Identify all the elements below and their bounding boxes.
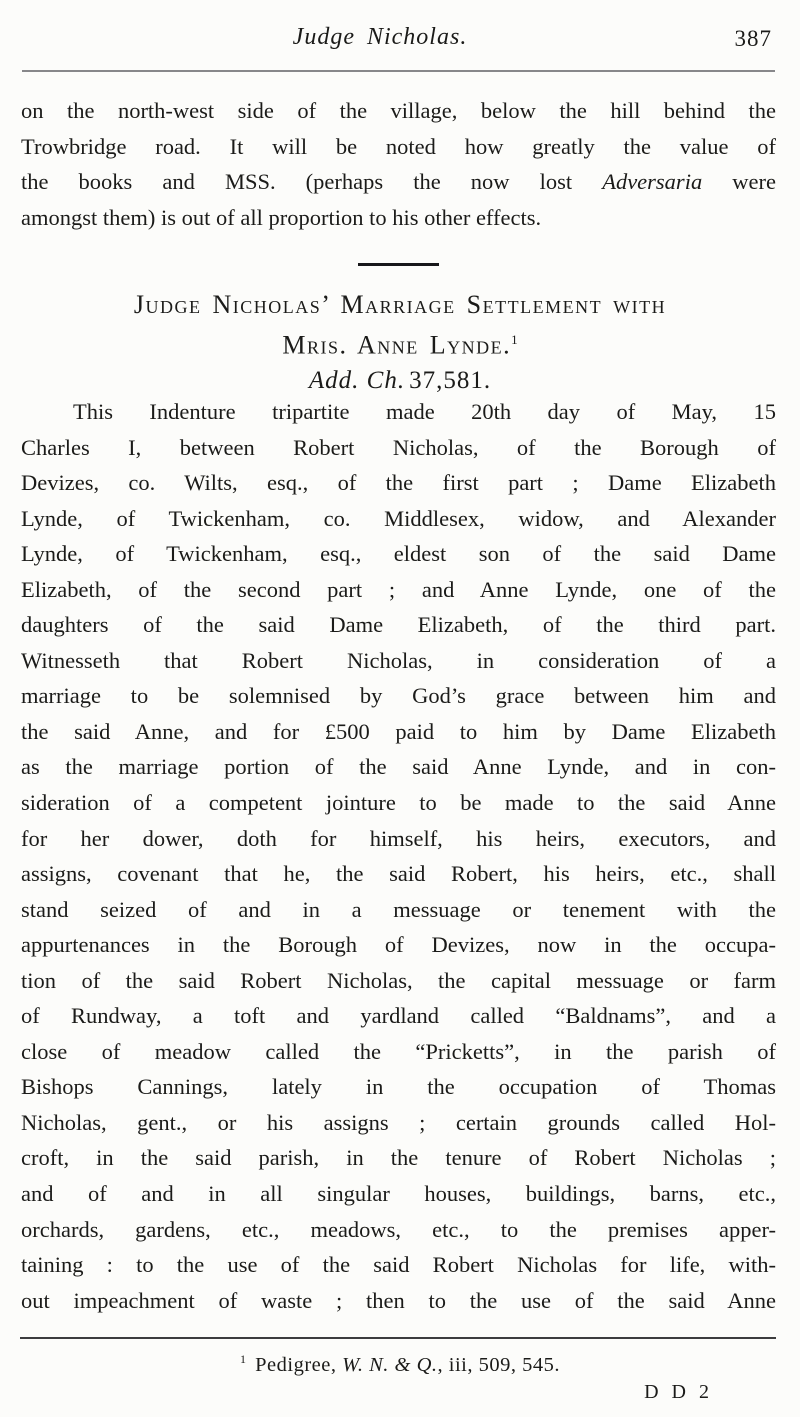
text-line: tion of the said Robert Nicholas, the capital messuage or farm	[21, 967, 776, 993]
text-line: croft, in the said parish, in the tenure of Robert Nicholas ;	[21, 1145, 776, 1171]
text-line: of Rundway, a toft and yardland called “Baldnams”, and a	[21, 1003, 776, 1029]
text-line: marriage to be solemnised by God’s grace between him and	[21, 683, 776, 709]
footnote-text-post: , iii, 509, 545.	[437, 1353, 560, 1376]
text-line: appurtenances in the Borough of Devizes, now in the occupa-	[21, 932, 776, 958]
footnote-text-pre: Pedigree,	[249, 1353, 343, 1376]
text-line: Elizabeth, of the second part ; and Anne Lynde, one of the	[21, 576, 776, 602]
footnote-journal-title: W. N. & Q.	[342, 1353, 438, 1376]
text-line: as the marriage portion of the said Anne Lynde, and in con-	[21, 754, 776, 780]
text-line: This Indenture tripartite made 20th day of May, 15	[73, 399, 776, 424]
text-line: taining : to the use of the said Robert Nicholas for life, with-	[21, 1252, 776, 1278]
text-segment: were	[702, 169, 776, 195]
text-line: Witnesseth that Robert Nicholas, in consideration of a	[21, 647, 776, 673]
indenture-paragraph	[21, 394, 776, 1318]
text-line: amongst them) is out of all proportion to his other effects.	[21, 204, 542, 230]
text-line: Bishops Cannings, lately in the occupation of Thomas	[21, 1074, 776, 1100]
italic-title: Adversaria	[602, 169, 703, 195]
signature-mark: D D 2	[644, 1381, 713, 1403]
section-divider-rule	[358, 263, 439, 266]
text-line: the said Anne, and for £500 paid to him by Dame Elizabeth	[21, 718, 776, 744]
text-line	[21, 164, 776, 200]
source-citation-number: 37,581.	[409, 366, 492, 394]
intro-paragraph	[21, 93, 776, 235]
section-title-line-2	[0, 322, 800, 363]
text-line: close of meadow called the “Pricketts”, in the parish of	[21, 1038, 776, 1064]
page-number: 387	[734, 26, 772, 51]
text-line: Charles I, between Robert Nicholas, of the Borough of	[21, 434, 776, 460]
text-line: daughters of the said Dame Elizabeth, of the third part.	[21, 612, 776, 638]
section-heading	[0, 287, 800, 399]
text-segment: the books and MSS. (perhaps the now lost	[21, 169, 603, 195]
running-head: Judge Nicholas.	[292, 24, 468, 50]
text-line: for her dower, doth for himself, his heirs, executors, and	[21, 825, 776, 851]
text-line: and of and in all singular houses, buildings, barns, etc.,	[21, 1181, 776, 1207]
text-line: on the north-west side of the village, below the hill behind the	[21, 98, 776, 123]
text-line: assigns, covenant that he, the said Robert, his heirs, etc., shall	[21, 861, 776, 887]
footnote-rule	[20, 1337, 776, 1339]
footnote-marker: 1	[240, 1352, 247, 1366]
text-line: out impeachment of waste ; then to the use of the said Anne	[21, 1287, 776, 1313]
text-line: Lynde, of Twickenham, esq., eldest son of the said Dame	[21, 541, 776, 567]
text-line: orchards, gardens, etc., meadows, etc., to the premises apper-	[21, 1216, 776, 1242]
footnote	[0, 1352, 800, 1377]
section-title-line-1: Judge Nicholas’ Marriage Settlement with	[133, 290, 667, 319]
text-line: stand seized of and in a messuage or tenement with the	[21, 896, 776, 922]
section-title-text: Mris. Anne Lynde.	[282, 330, 512, 360]
text-line: Devizes, co. Wilts, esq., of the first part ; Dame Elizabeth	[21, 470, 776, 496]
header-rule	[22, 70, 775, 72]
text-line: Nicholas, gent., or his assigns ; certain grounds called Hol-	[21, 1109, 776, 1135]
source-citation-italic: Add. Ch.	[308, 366, 406, 394]
footnote-reference: 1	[511, 332, 518, 347]
text-line: Trowbridge road. It will be noted how greatly the value of	[21, 133, 776, 159]
text-line: Lynde, of Twickenham, co. Middlesex, widow, and Alexander	[21, 505, 776, 531]
text-line: sideration of a competent jointure to be made to the said Anne	[21, 790, 776, 816]
